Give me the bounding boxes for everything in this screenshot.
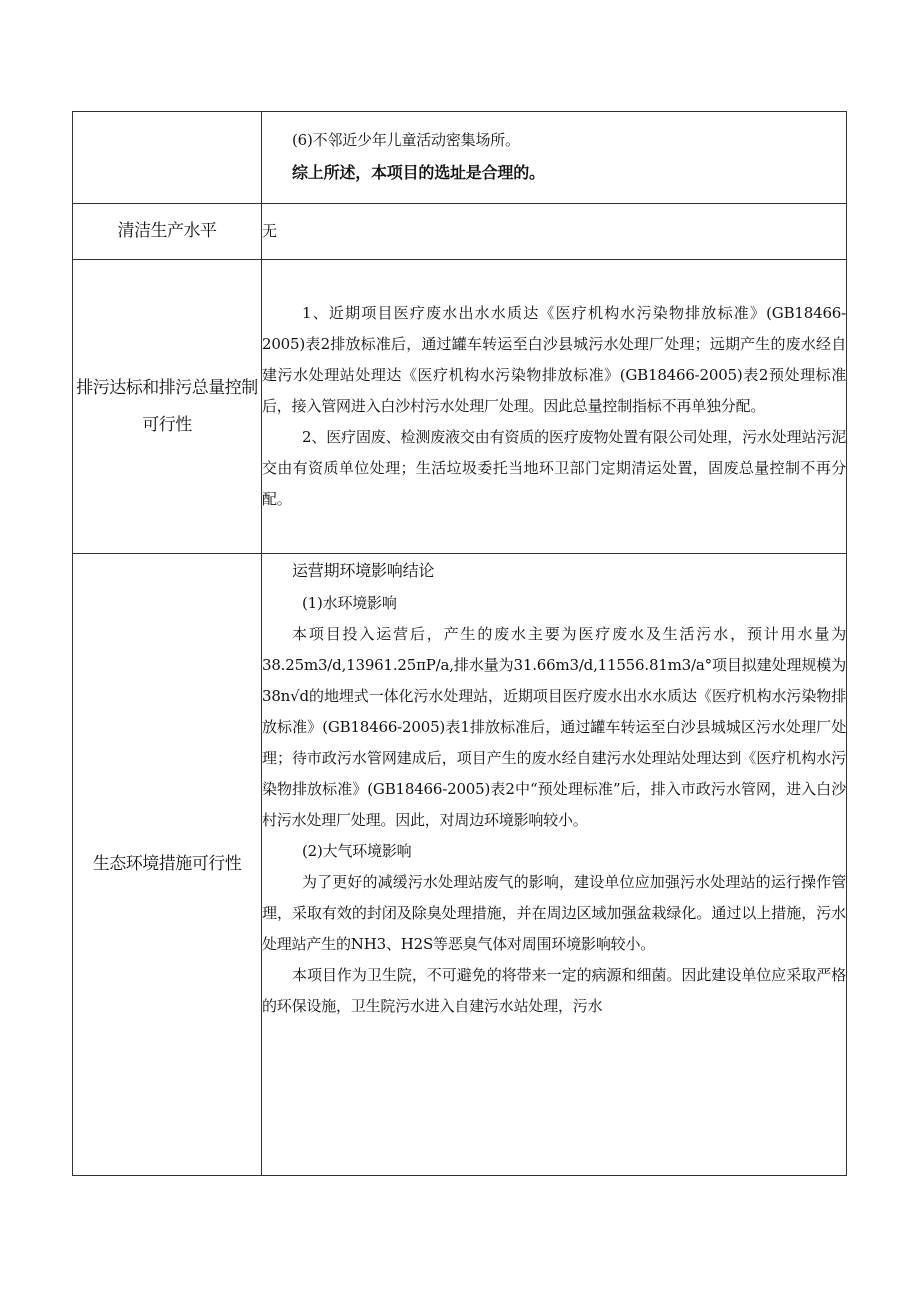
row-content (262, 112, 847, 204)
table-row (73, 204, 847, 260)
paragraph: 1、近期项目医疗废水出水水质达《医疗机构水污染物排放标准》(GB18466-2005)表2排放标准后，通过罐车转运至白沙县城污水处理厂处理；远期产生的废水经自建污水处理站处理达《医疗机构水污染物排放标准》(GB18466-2005)表2预处理标准后，接入管网进入白沙村污水处理厂处理。因此总量控制指标不再单独分配。 (262, 304, 846, 415)
row-content (262, 260, 847, 554)
document-table (72, 111, 847, 1176)
paragraph: 本项目作为卫生院，不可避免的将带来一定的病源和细菌。因此建设单位应采取严格的环保设施，卫生院污水进入自建污水站处理，污水 (262, 966, 846, 1015)
paragraph: (6)不邻近少年儿童活动密集场所。 (292, 131, 520, 149)
paragraph: 无 (262, 222, 277, 240)
row-label: 清洁生产水平 (73, 204, 262, 260)
section-heading: 运营期环境影响结论 (292, 561, 435, 580)
row-content (262, 204, 847, 260)
conclusion-text: 综上所述，本项目的选址是合理的。 (292, 163, 545, 182)
subheading: (1)水环境影响 (302, 594, 397, 612)
paragraph: 为了更好的减缓污水处理站废气的影响，建设单位应加强污水处理站的运行操作管理，采取有效的封闭及除臭处理措施，并在周边区域加强盆栽绿化。通过以上措施，污水处理站产生的NH3、H2S等恶臭气体对周围环境影响较小。 (262, 873, 846, 953)
table-row (73, 112, 847, 204)
row-label (73, 112, 262, 204)
paragraph: 本项目投入运营后，产生的废水主要为医疗废水及生活污水，预计用水量为38.25m3∕d,13961.25πP∕a,排水量为31.66m3∕d,11556.81m3∕a°项目拟建处理规模为38n√d的地埋式一体化污水处理站，近期项目医疗废水出水水质达《医疗机构水污染物排放标准》(GB18466-2005)表1排放标准后，通过罐车转运至白沙县城城区污水处理厂处理；待市政污水管网建成后，项目产生的废水经自建污水处理站处理达到《医疗机构水污染物排放标准》(GB18466-2005)表2中“预处理标准”后，排入市政污水管网，进入白沙村污水处理厂处理。因此，对周边环境影响较小。 (262, 625, 846, 829)
table-row (73, 554, 847, 1176)
subheading: (2)大气环境影响 (302, 842, 412, 860)
row-label: 排污达标和排污总量控制可行性 (73, 260, 262, 554)
row-label: 生态环境措施可行性 (73, 554, 262, 1176)
row-content (262, 554, 847, 1176)
table-row (73, 260, 847, 554)
paragraph: 2、医疗固废、检测废液交由有资质的医疗废物处置有限公司处理，污水处理站污泥交由有资质单位处理；生活垃圾委托当地环卫部门定期清运处置，固废总量控制不再分配。 (262, 428, 846, 508)
